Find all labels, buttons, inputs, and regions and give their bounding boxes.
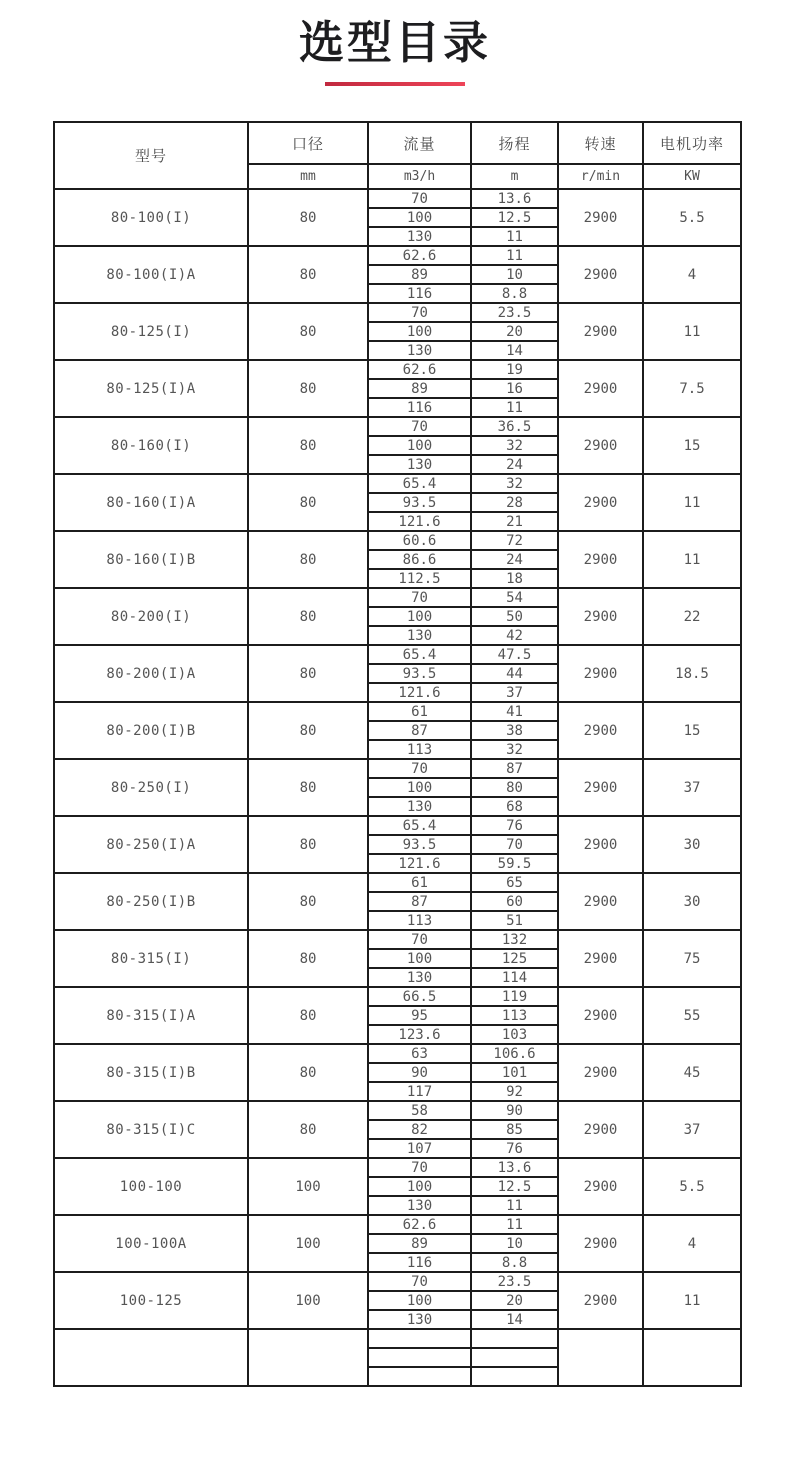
head-cell <box>471 1329 558 1348</box>
flow-cell: 70 <box>368 930 471 949</box>
power-cell: 37 <box>643 1101 741 1158</box>
table-row <box>54 987 741 1006</box>
head-cell: 42 <box>471 626 558 645</box>
diameter-cell: 80 <box>248 474 368 531</box>
table-row <box>54 417 741 436</box>
head-cell: 51 <box>471 911 558 930</box>
table-row <box>54 588 741 607</box>
power-cell: 37 <box>643 759 741 816</box>
flow-cell: 58 <box>368 1101 471 1120</box>
flow-cell: 95 <box>368 1006 471 1025</box>
table-row <box>54 759 741 778</box>
flow-cell <box>368 1348 471 1367</box>
model-cell: 80-125(I)A <box>54 360 248 417</box>
flow-cell: 100 <box>368 436 471 455</box>
head-cell: 47.5 <box>471 645 558 664</box>
head-cell: 10 <box>471 265 558 284</box>
model-cell <box>54 1329 248 1386</box>
flow-cell: 107 <box>368 1139 471 1158</box>
head-cell: 125 <box>471 949 558 968</box>
model-cell: 80-160(I)A <box>54 474 248 531</box>
head-cell: 21 <box>471 512 558 531</box>
head-cell: 50 <box>471 607 558 626</box>
speed-cell: 2900 <box>558 1158 643 1215</box>
diameter-cell: 80 <box>248 531 368 588</box>
flow-cell: 100 <box>368 949 471 968</box>
model-cell: 80-160(I)B <box>54 531 248 588</box>
flow-cell <box>368 1367 471 1386</box>
speed-cell: 2900 <box>558 1215 643 1272</box>
flow-cell: 70 <box>368 759 471 778</box>
model-cell: 80-100(I)A <box>54 246 248 303</box>
speed-cell: 2900 <box>558 417 643 474</box>
model-cell: 80-250(I) <box>54 759 248 816</box>
speed-cell: 2900 <box>558 246 643 303</box>
table-header-row <box>54 122 741 164</box>
speed-cell: 2900 <box>558 759 643 816</box>
head-cell: 103 <box>471 1025 558 1044</box>
head-cell: 14 <box>471 1310 558 1329</box>
model-cell: 80-315(I)A <box>54 987 248 1044</box>
speed-cell: 2900 <box>558 702 643 759</box>
unit-flow: m3/h <box>368 164 471 189</box>
head-cell: 12.5 <box>471 208 558 227</box>
speed-cell: 2900 <box>558 1101 643 1158</box>
head-cell: 23.5 <box>471 1272 558 1291</box>
power-cell <box>643 1329 741 1386</box>
head-cell: 87 <box>471 759 558 778</box>
table-row <box>54 360 741 379</box>
power-cell: 11 <box>643 474 741 531</box>
flow-cell: 66.5 <box>368 987 471 1006</box>
flow-cell: 100 <box>368 607 471 626</box>
power-cell: 7.5 <box>643 360 741 417</box>
flow-cell: 93.5 <box>368 835 471 854</box>
power-cell: 18.5 <box>643 645 741 702</box>
head-cell: 85 <box>471 1120 558 1139</box>
diameter-cell: 80 <box>248 588 368 645</box>
flow-cell: 93.5 <box>368 493 471 512</box>
head-cell: 8.8 <box>471 1253 558 1272</box>
power-cell: 55 <box>643 987 741 1044</box>
speed-cell: 2900 <box>558 189 643 246</box>
flow-cell: 100 <box>368 1291 471 1310</box>
flow-cell: 121.6 <box>368 512 471 531</box>
head-cell: 113 <box>471 1006 558 1025</box>
flow-cell: 86.6 <box>368 550 471 569</box>
head-cell: 14 <box>471 341 558 360</box>
head-cell: 70 <box>471 835 558 854</box>
spec-table-wrapper <box>53 121 790 1387</box>
flow-cell: 63 <box>368 1044 471 1063</box>
flow-cell: 130 <box>368 227 471 246</box>
flow-cell: 70 <box>368 189 471 208</box>
speed-cell: 2900 <box>558 645 643 702</box>
flow-cell: 130 <box>368 455 471 474</box>
head-cell: 38 <box>471 721 558 740</box>
table-row <box>54 246 741 265</box>
speed-cell <box>558 1329 643 1386</box>
head-cell: 13.6 <box>471 1158 558 1177</box>
diameter-cell: 80 <box>248 246 368 303</box>
head-cell: 16 <box>471 379 558 398</box>
power-cell: 4 <box>643 1215 741 1272</box>
table-row <box>54 816 741 835</box>
diameter-cell <box>248 1329 368 1386</box>
flow-cell: 70 <box>368 1158 471 1177</box>
power-cell: 5.5 <box>643 189 741 246</box>
flow-cell: 90 <box>368 1063 471 1082</box>
speed-cell: 2900 <box>558 816 643 873</box>
head-cell: 132 <box>471 930 558 949</box>
flow-cell: 121.6 <box>368 683 471 702</box>
header-diameter: 口径 <box>248 122 368 164</box>
unit-diameter: mm <box>248 164 368 189</box>
head-cell: 76 <box>471 816 558 835</box>
head-cell: 36.5 <box>471 417 558 436</box>
flow-cell: 113 <box>368 911 471 930</box>
model-cell: 100-125 <box>54 1272 248 1329</box>
table-row <box>54 1101 741 1120</box>
table-row <box>54 531 741 550</box>
diameter-cell: 80 <box>248 759 368 816</box>
model-cell: 80-315(I) <box>54 930 248 987</box>
head-cell: 72 <box>471 531 558 550</box>
flow-cell: 62.6 <box>368 1215 471 1234</box>
table-row <box>54 303 741 322</box>
head-cell: 13.6 <box>471 189 558 208</box>
head-cell: 92 <box>471 1082 558 1101</box>
flow-cell: 62.6 <box>368 360 471 379</box>
flow-cell: 121.6 <box>368 854 471 873</box>
table-row <box>54 702 741 721</box>
model-cell: 80-200(I)A <box>54 645 248 702</box>
speed-cell: 2900 <box>558 873 643 930</box>
flow-cell: 112.5 <box>368 569 471 588</box>
flow-cell: 100 <box>368 208 471 227</box>
head-cell: 11 <box>471 1196 558 1215</box>
diameter-cell: 100 <box>248 1158 368 1215</box>
model-cell: 80-315(I)B <box>54 1044 248 1101</box>
head-cell: 37 <box>471 683 558 702</box>
flow-cell: 100 <box>368 322 471 341</box>
table-row <box>54 189 741 208</box>
head-cell: 24 <box>471 455 558 474</box>
head-cell <box>471 1348 558 1367</box>
speed-cell: 2900 <box>558 531 643 588</box>
flow-cell: 61 <box>368 702 471 721</box>
title-underline <box>325 82 465 86</box>
power-cell: 30 <box>643 873 741 930</box>
head-cell: 20 <box>471 322 558 341</box>
head-cell <box>471 1367 558 1386</box>
diameter-cell: 80 <box>248 360 368 417</box>
head-cell: 32 <box>471 436 558 455</box>
flow-cell: 100 <box>368 778 471 797</box>
diameter-cell: 80 <box>248 645 368 702</box>
diameter-cell: 80 <box>248 1044 368 1101</box>
head-cell: 65 <box>471 873 558 892</box>
speed-cell: 2900 <box>558 474 643 531</box>
model-cell: 80-100(I) <box>54 189 248 246</box>
model-cell: 100-100A <box>54 1215 248 1272</box>
flow-cell: 100 <box>368 1177 471 1196</box>
table-row <box>54 474 741 493</box>
head-cell: 11 <box>471 227 558 246</box>
speed-cell: 2900 <box>558 588 643 645</box>
head-cell: 114 <box>471 968 558 987</box>
power-cell: 15 <box>643 417 741 474</box>
model-cell: 80-125(I) <box>54 303 248 360</box>
flow-cell: 89 <box>368 1234 471 1253</box>
head-cell: 119 <box>471 987 558 1006</box>
diameter-cell: 80 <box>248 189 368 246</box>
diameter-cell: 80 <box>248 702 368 759</box>
diameter-cell: 80 <box>248 1101 368 1158</box>
header-speed: 转速 <box>558 122 643 164</box>
flow-cell: 113 <box>368 740 471 759</box>
flow-cell: 70 <box>368 417 471 436</box>
table-row <box>54 873 741 892</box>
header-model: 型号 <box>54 122 248 189</box>
power-cell: 11 <box>643 303 741 360</box>
table-row <box>54 1272 741 1291</box>
table-row <box>54 645 741 664</box>
table-row <box>54 1215 741 1234</box>
head-cell: 68 <box>471 797 558 816</box>
head-cell: 10 <box>471 1234 558 1253</box>
flow-cell: 61 <box>368 873 471 892</box>
flow-cell: 130 <box>368 797 471 816</box>
speed-cell: 2900 <box>558 1272 643 1329</box>
flow-cell: 65.4 <box>368 474 471 493</box>
flow-cell: 65.4 <box>368 645 471 664</box>
flow-cell: 116 <box>368 398 471 417</box>
flow-cell <box>368 1329 471 1348</box>
flow-cell: 130 <box>368 626 471 645</box>
flow-cell: 65.4 <box>368 816 471 835</box>
head-cell: 80 <box>471 778 558 797</box>
head-cell: 28 <box>471 493 558 512</box>
flow-cell: 89 <box>368 379 471 398</box>
header-head: 扬程 <box>471 122 558 164</box>
flow-cell: 130 <box>368 1196 471 1215</box>
model-cell: 100-100 <box>54 1158 248 1215</box>
page-title: 选型目录 <box>298 16 491 69</box>
head-cell: 101 <box>471 1063 558 1082</box>
flow-cell: 130 <box>368 341 471 360</box>
diameter-cell: 80 <box>248 873 368 930</box>
flow-cell: 62.6 <box>368 246 471 265</box>
power-cell: 45 <box>643 1044 741 1101</box>
head-cell: 32 <box>471 740 558 759</box>
flow-cell: 89 <box>368 265 471 284</box>
head-cell: 19 <box>471 360 558 379</box>
power-cell: 11 <box>643 1272 741 1329</box>
table-row <box>54 1329 741 1348</box>
head-cell: 106.6 <box>471 1044 558 1063</box>
power-cell: 75 <box>643 930 741 987</box>
head-cell: 11 <box>471 1215 558 1234</box>
diameter-cell: 80 <box>248 930 368 987</box>
diameter-cell: 100 <box>248 1272 368 1329</box>
power-cell: 22 <box>643 588 741 645</box>
unit-power: KW <box>643 164 741 189</box>
pump-selection-table <box>53 121 742 1387</box>
speed-cell: 2900 <box>558 303 643 360</box>
flow-cell: 116 <box>368 284 471 303</box>
head-cell: 12.5 <box>471 1177 558 1196</box>
speed-cell: 2900 <box>558 1044 643 1101</box>
head-cell: 59.5 <box>471 854 558 873</box>
header-flow: 流量 <box>368 122 471 164</box>
speed-cell: 2900 <box>558 987 643 1044</box>
model-cell: 80-200(I) <box>54 588 248 645</box>
table-row <box>54 1158 741 1177</box>
table-body <box>54 189 741 1386</box>
flow-cell: 87 <box>368 721 471 740</box>
unit-speed: r/min <box>558 164 643 189</box>
power-cell: 5.5 <box>643 1158 741 1215</box>
flow-cell: 93.5 <box>368 664 471 683</box>
diameter-cell: 80 <box>248 303 368 360</box>
head-cell: 32 <box>471 474 558 493</box>
flow-cell: 82 <box>368 1120 471 1139</box>
head-cell: 23.5 <box>471 303 558 322</box>
diameter-cell: 80 <box>248 816 368 873</box>
power-cell: 15 <box>643 702 741 759</box>
head-cell: 11 <box>471 398 558 417</box>
head-cell: 11 <box>471 246 558 265</box>
diameter-cell: 80 <box>248 417 368 474</box>
diameter-cell: 80 <box>248 987 368 1044</box>
flow-cell: 117 <box>368 1082 471 1101</box>
table-row <box>54 930 741 949</box>
speed-cell: 2900 <box>558 360 643 417</box>
speed-cell: 2900 <box>558 930 643 987</box>
head-cell: 24 <box>471 550 558 569</box>
head-cell: 20 <box>471 1291 558 1310</box>
flow-cell: 60.6 <box>368 531 471 550</box>
diameter-cell: 100 <box>248 1215 368 1272</box>
head-cell: 90 <box>471 1101 558 1120</box>
model-cell: 80-200(I)B <box>54 702 248 759</box>
head-cell: 18 <box>471 569 558 588</box>
head-cell: 60 <box>471 892 558 911</box>
model-cell: 80-315(I)C <box>54 1101 248 1158</box>
model-cell: 80-160(I) <box>54 417 248 474</box>
power-cell: 30 <box>643 816 741 873</box>
flow-cell: 87 <box>368 892 471 911</box>
head-cell: 54 <box>471 588 558 607</box>
model-cell: 80-250(I)B <box>54 873 248 930</box>
unit-head: m <box>471 164 558 189</box>
flow-cell: 70 <box>368 588 471 607</box>
power-cell: 4 <box>643 246 741 303</box>
flow-cell: 116 <box>368 1253 471 1272</box>
head-cell: 44 <box>471 664 558 683</box>
head-cell: 8.8 <box>471 284 558 303</box>
model-cell: 80-250(I)A <box>54 816 248 873</box>
table-row <box>54 1044 741 1063</box>
flow-cell: 123.6 <box>368 1025 471 1044</box>
power-cell: 11 <box>643 531 741 588</box>
flow-cell: 130 <box>368 1310 471 1329</box>
flow-cell: 70 <box>368 303 471 322</box>
head-cell: 76 <box>471 1139 558 1158</box>
head-cell: 41 <box>471 702 558 721</box>
flow-cell: 70 <box>368 1272 471 1291</box>
header-power: 电机功率 <box>643 122 741 164</box>
flow-cell: 130 <box>368 968 471 987</box>
